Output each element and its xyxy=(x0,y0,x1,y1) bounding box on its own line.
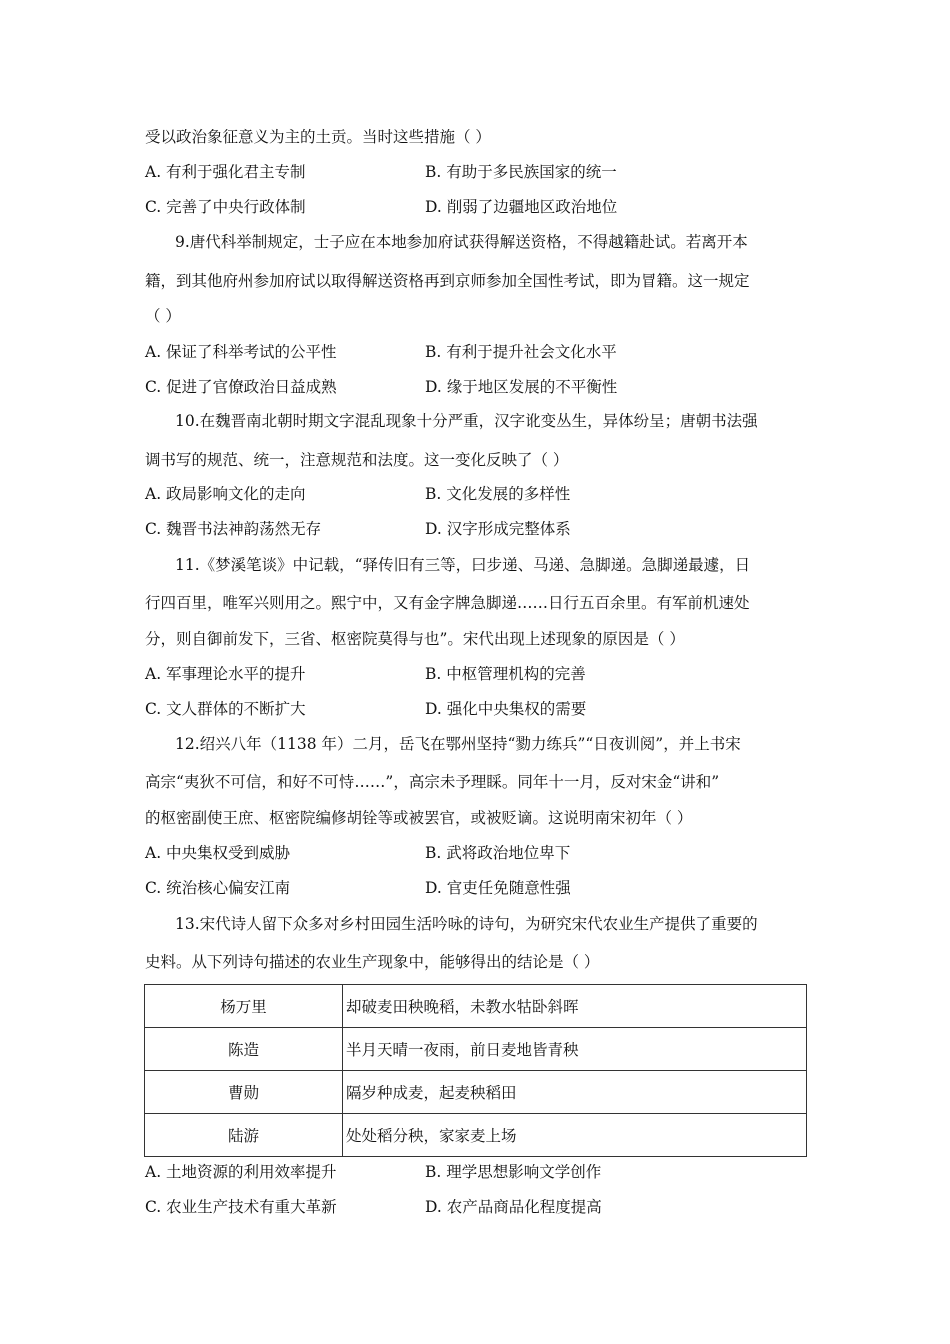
q11-stem-line-2: 行四百里，唯军兴则用之。熙宁中，又有金字牌急脚递……日行五百余里。有军前机速处 xyxy=(145,594,750,612)
q10-option-c: C. 魏晋书法神韵荡然无存 xyxy=(145,520,322,538)
q9-option-c: C. 促进了官僚政治日益成熟 xyxy=(145,378,337,396)
q12-option-c: C. 统治核心偏安江南 xyxy=(145,879,291,897)
q10-option-b: B. 文化发展的多样性 xyxy=(425,485,571,503)
q13-option-d: D. 农产品商品化程度提高 xyxy=(425,1198,602,1216)
verse-cell: 隔岁种成麦，起麦秧稻田 xyxy=(343,1071,807,1114)
q13-option-b: B. 理学思想影响文学创作 xyxy=(425,1163,602,1181)
q8-option-b: B. 有助于多民族国家的统一 xyxy=(425,163,617,181)
q8-option-a: A. 有利于强化君主专制 xyxy=(145,163,306,181)
q12-option-a: A. 中央集权受到威胁 xyxy=(145,844,291,862)
q9-stem-line-2: 籍，到其他府州参加府试以取得解送资格再到京师参加全国性考试，即为冒籍。这一规定 xyxy=(145,272,750,290)
q13-stem-line-1: 13.宋代诗人留下众多对乡村田园生活吟咏的诗句，为研究宋代农业生产提供了重要的 xyxy=(175,915,758,933)
q11-stem-line-3: 分，则自御前发下，三省、枢密院莫得与也”。宋代出现上述现象的原因是（ ） xyxy=(145,630,685,648)
q9-stem-line-3: （ ） xyxy=(145,307,181,325)
q11-option-c: C. 文人群体的不断扩大 xyxy=(145,700,306,718)
q11-stem-line-1: 11.《梦溪笔谈》中记载，“驿传旧有三等，曰步递、马递、急脚递。急脚递最遽，日 xyxy=(175,556,751,574)
table-row xyxy=(145,985,807,1028)
q8-stem-tail: 受以政治象征意义为主的土贡。当时这些措施（ ） xyxy=(145,128,491,146)
poet-cell: 杨万里 xyxy=(145,985,343,1028)
q10-stem-line-2: 调书写的规范、统一，注意规范和法度。这一变化反映了（ ） xyxy=(145,451,569,469)
q8-option-d: D. 削弱了边疆地区政治地位 xyxy=(425,198,618,216)
q13-option-c: C. 农业生产技术有重大革新 xyxy=(145,1198,337,1216)
verse-cell: 却破麦田秧晚稻，未教水牯卧斜晖 xyxy=(343,985,807,1028)
poet-cell: 陈造 xyxy=(145,1028,343,1071)
table-row xyxy=(145,1114,807,1157)
q13-option-a: A. 土地资源的利用效率提升 xyxy=(145,1163,337,1181)
q11-option-b: B. 中枢管理机构的完善 xyxy=(425,665,586,683)
q9-option-d: D. 缘于地区发展的不平衡性 xyxy=(425,378,618,396)
verse-cell: 处处稻分秧，家家麦上场 xyxy=(343,1114,807,1157)
q10-option-d: D. 汉字形成完整体系 xyxy=(425,520,571,538)
q13-stem-line-2: 史料。从下列诗句描述的农业生产现象中，能够得出的结论是（ ） xyxy=(145,953,600,971)
verse-cell: 半月天晴一夜雨，前日麦地皆青秧 xyxy=(343,1028,807,1071)
q9-stem-line-1: 9.唐代科举制规定，士子应在本地参加府试获得解送资格，不得越籍赴试。若离开本 xyxy=(175,233,748,251)
table-row xyxy=(145,1028,807,1071)
q9-option-a: A. 保证了科举考试的公平性 xyxy=(145,343,337,361)
q12-option-d: D. 官吏任免随意性强 xyxy=(425,879,571,897)
q10-stem-line-1: 10.在魏晋南北朝时期文字混乱现象十分严重，汉字讹变丛生，异体纷呈；唐朝书法强 xyxy=(175,412,758,430)
table-row xyxy=(145,1071,807,1114)
q12-stem-line-2: 高宗“夷狄不可信，和好不可恃……”，高宗未予理睬。同年十一月，反对宋金“讲和” xyxy=(145,773,720,791)
q8-option-c: C. 完善了中央行政体制 xyxy=(145,198,306,216)
q9-option-b: B. 有利于提升社会文化水平 xyxy=(425,343,617,361)
q11-option-a: A. 军事理论水平的提升 xyxy=(145,665,306,683)
poet-cell: 曹勋 xyxy=(145,1071,343,1114)
q13-poem-table xyxy=(144,984,807,1157)
poet-cell: 陆游 xyxy=(145,1114,343,1157)
q12-stem-line-3: 的枢密副使王庶、枢密院编修胡铨等或被罢官，或被贬谪。这说明南宋初年（ ） xyxy=(145,809,693,827)
q10-option-a: A. 政局影响文化的走向 xyxy=(145,485,306,503)
q11-option-d: D. 强化中央集权的需要 xyxy=(425,700,587,718)
q12-stem-line-1: 12.绍兴八年（1138 年）二月，岳飞在鄂州坚持“勠力练兵”“日夜训阅”，并上书宋 xyxy=(175,735,741,753)
q12-option-b: B. 武将政治地位卑下 xyxy=(425,844,571,862)
